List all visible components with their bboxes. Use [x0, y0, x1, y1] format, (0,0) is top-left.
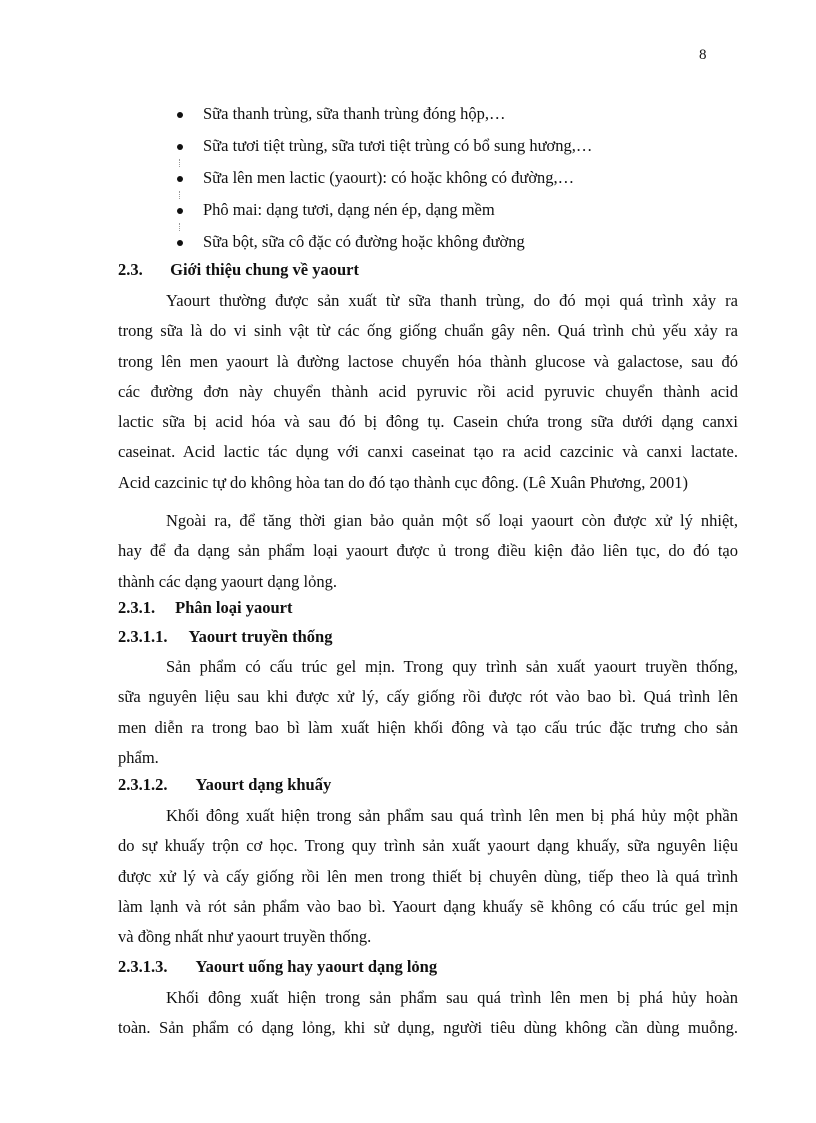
paragraph-line: do sự khuấy trộn cơ học. Trong quy trình sản xuất yaourt dạng khuấy, sữa nguyên liệu [118, 836, 738, 856]
list-item [0, 101, 816, 133]
list-item-text: Sữa bột, sữa cô đặc có đường hoặc không đường [203, 232, 525, 251]
paragraph-stirred [118, 801, 738, 952]
paragraph-line: Sản phẩm có cấu trúc gel mịn. Trong quy trình sản xuất yaourt truyền thống, [166, 657, 738, 676]
bullet-icon [177, 240, 183, 246]
paragraph-line: Acid cazcinic tự do không hòa tan do đó tạo thành cục đông. (Lê Xuân Phương, 2001) [118, 472, 689, 492]
paragraph-line: được xử lý và cấy giống rồi lên men trong thiết bị chuyên dùng, tiếp theo là quá trình [118, 866, 738, 886]
section-number: 2.3.1.1. [118, 627, 168, 646]
section-heading-2-3-1-2 [118, 772, 331, 798]
bullet-icon [177, 176, 183, 182]
paragraph-line: caseinat. Acid lactic tác dụng với canxi caseinat tạo ra acid cazcinic và canxi lactate. [118, 442, 738, 462]
section-title: Phân loại yaourt [175, 598, 293, 617]
paragraph-line: sữa nguyên liệu sau khi được xử lý, cấy giống rồi được rót vào bao bì. Quá trình lên [118, 687, 738, 707]
paragraph-storage [118, 506, 738, 597]
list-item-text: Sữa thanh trùng, sữa thanh trùng đóng hộp,… [203, 104, 506, 123]
paragraph-line: Ngoài ra, để tăng thời gian bảo quản một số loại yaourt còn được xử lý nhiệt, [166, 511, 738, 530]
list-item-text: Phô mai: dạng tươi, dạng nén ép, dạng mềm [203, 200, 495, 219]
section-heading-2-3-1-1 [118, 624, 332, 650]
bullet-icon [177, 112, 183, 118]
list-item [0, 197, 816, 229]
paragraph-line: Khối đông xuất hiện trong sản phẩm sau quá trình lên men bị phá hủy hoàn [166, 988, 738, 1007]
section-heading-2-3-1-3 [118, 954, 437, 980]
paragraph-line: và đồng nhất như yaourt truyền thống. [118, 927, 372, 947]
page-number: 8 [699, 47, 707, 63]
bullet-list [0, 101, 816, 261]
paragraph-line: Khối đông xuất hiện trong sản phẩm sau quá trình lên men bị phá hủy một phần [166, 806, 738, 825]
paragraph-line: trong lên men yaourt là đường lactose chuyển hóa thành glucose và galactose, sau đó [118, 351, 738, 371]
paragraph-line: lactic sữa bị acid hóa và sau đó bị đông tụ. Casein chứa trong sữa dưới dạng canxi [118, 412, 738, 432]
paragraph-line: toàn. Sản phẩm có dạng lỏng, khi sử dụng, người tiêu dùng không cần dùng muỗng. [118, 1018, 738, 1038]
section-title: Yaourt uống hay yaourt dạng lỏng [195, 957, 438, 976]
paragraph-line: phẩm. [118, 747, 159, 767]
bullet-icon [177, 208, 183, 214]
section-heading-2-3-1 [118, 595, 292, 621]
paragraph-line: Yaourt thường được sản xuất từ sữa thanh trùng, do đó mọi quá trình xảy ra [166, 291, 738, 310]
paragraph-intro [118, 286, 738, 498]
list-item-text: Sữa tươi tiệt trùng, sữa tươi tiệt trùng có bổ sung hương,… [203, 136, 593, 155]
paragraph-line: làm lạnh và rót sản phẩm vào bao bì. Yaourt dạng khuấy sẽ không có cấu trúc gel mịn [118, 896, 738, 916]
paragraph-traditional [118, 652, 738, 773]
paragraph-line: hay để đa dạng sản phẩm loại yaourt được ủ trong điều kiện đảo liên tục, do đó tạo [118, 541, 738, 561]
paragraph-line: men diễn ra trong bao bì làm xuất hiện khối đông và tạo cấu trúc đặc trưng cho sản [118, 717, 738, 737]
section-heading-2-3 [118, 257, 359, 283]
section-number: 2.3. [118, 260, 143, 279]
section-title: Yaourt truyền thống [188, 627, 333, 646]
list-item [0, 133, 816, 165]
paragraph-drinking [118, 983, 738, 1044]
bullet-icon [177, 144, 183, 150]
paragraph-line: trong sữa là do vi sinh vật từ các ống giống chuẩn gây nên. Quá trình chủ yếu xảy ra [118, 321, 738, 341]
section-title: Giới thiệu chung về yaourt [170, 260, 359, 279]
paragraph-line: thành các dạng yaourt dạng lỏng. [118, 571, 338, 591]
list-item [0, 165, 816, 197]
section-number: 2.3.1.2. [118, 775, 168, 794]
section-number: 2.3.1. [118, 598, 156, 617]
section-number: 2.3.1.3. [118, 957, 168, 976]
list-item-text: Sữa lên men lactic (yaourt): có hoặc không có đường,… [203, 168, 575, 187]
paragraph-line: các đường đơn này chuyển thành acid pyruvic rồi acid pyruvic chuyển thành acid [118, 381, 738, 401]
section-title: Yaourt dạng khuấy [195, 775, 332, 794]
